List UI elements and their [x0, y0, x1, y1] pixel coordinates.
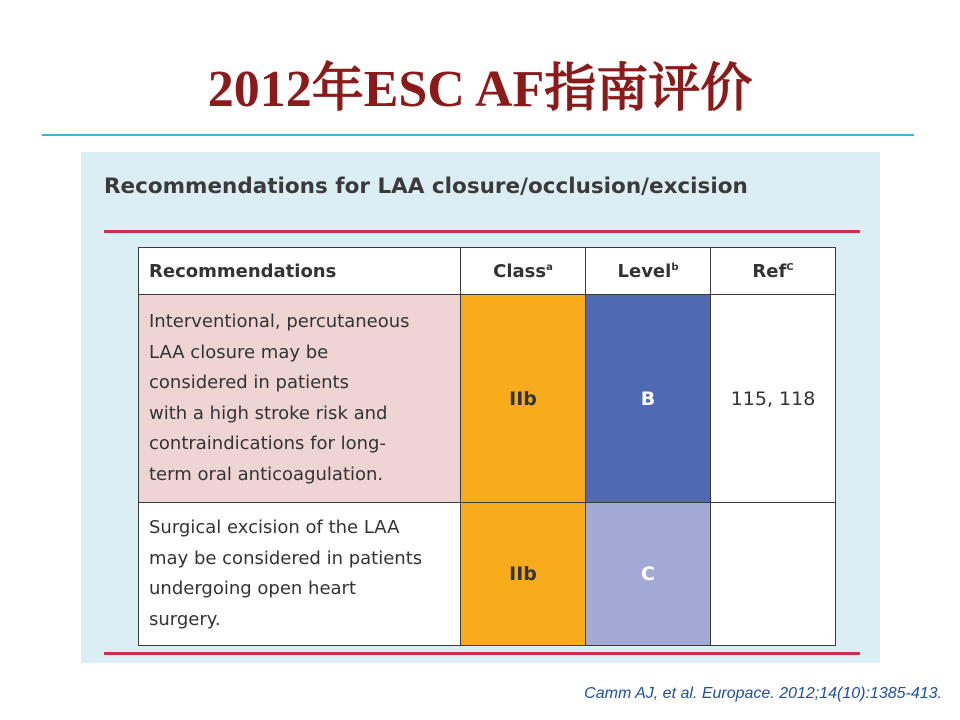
- header-level: [586, 248, 711, 295]
- header-ref-footnote: C: [786, 261, 794, 273]
- recommendations-table: [138, 247, 836, 646]
- level-cell: C: [586, 503, 711, 646]
- class-cell: IIb: [461, 503, 586, 646]
- header-ref-label: Ref: [752, 260, 787, 282]
- table-row: [139, 295, 836, 503]
- recommendations-panel: [81, 152, 880, 663]
- level-cell: B: [586, 295, 711, 503]
- header-class-footnote: a: [546, 261, 553, 273]
- header-recommendations: [139, 248, 461, 295]
- bottom-divider: [104, 652, 860, 655]
- table-header-row: [139, 248, 836, 295]
- recommendation-text: [139, 295, 461, 503]
- title-divider: [42, 134, 914, 136]
- header-level-footnote: b: [671, 261, 679, 273]
- header-ref: [711, 248, 836, 295]
- header-class: [461, 248, 586, 295]
- ref-cell: 115, 118: [711, 295, 836, 503]
- recommendation-line: Interventional, percutaneous: [149, 311, 410, 332]
- header-recommendations-label: Recommendations: [149, 260, 337, 282]
- recommendation-line: term oral anticoagulation.: [149, 463, 384, 485]
- recommendation-line: may be considered in patients: [149, 547, 423, 569]
- panel-heading: Recommendations for LAA closure/occlusion/excision: [104, 174, 748, 199]
- slide-title: 2012年ESC AF指南评价: [207, 61, 753, 118]
- ref-cell: [711, 503, 836, 646]
- recommendation-line: LAA closure may be: [149, 341, 329, 363]
- recommendation-line: considered in patients: [149, 372, 349, 393]
- recommendation-line: Surgical excision of the LAA: [149, 517, 400, 538]
- recommendation-line: undergoing open heart: [149, 578, 357, 599]
- header-class-label: Class: [493, 260, 547, 282]
- recommendation-line: contraindications for long-: [149, 433, 386, 454]
- recommendation-text: [139, 503, 461, 646]
- heading-divider: [104, 230, 860, 233]
- class-cell: IIb: [461, 295, 586, 503]
- header-level-label: Level: [617, 260, 672, 282]
- table-row: [139, 503, 836, 646]
- citation: Camm AJ, et al. Europace. 2012;14(10):1385-413.: [584, 685, 942, 702]
- recommendation-line: with a high stroke risk and: [149, 402, 388, 424]
- recommendation-line: surgery.: [149, 608, 221, 630]
